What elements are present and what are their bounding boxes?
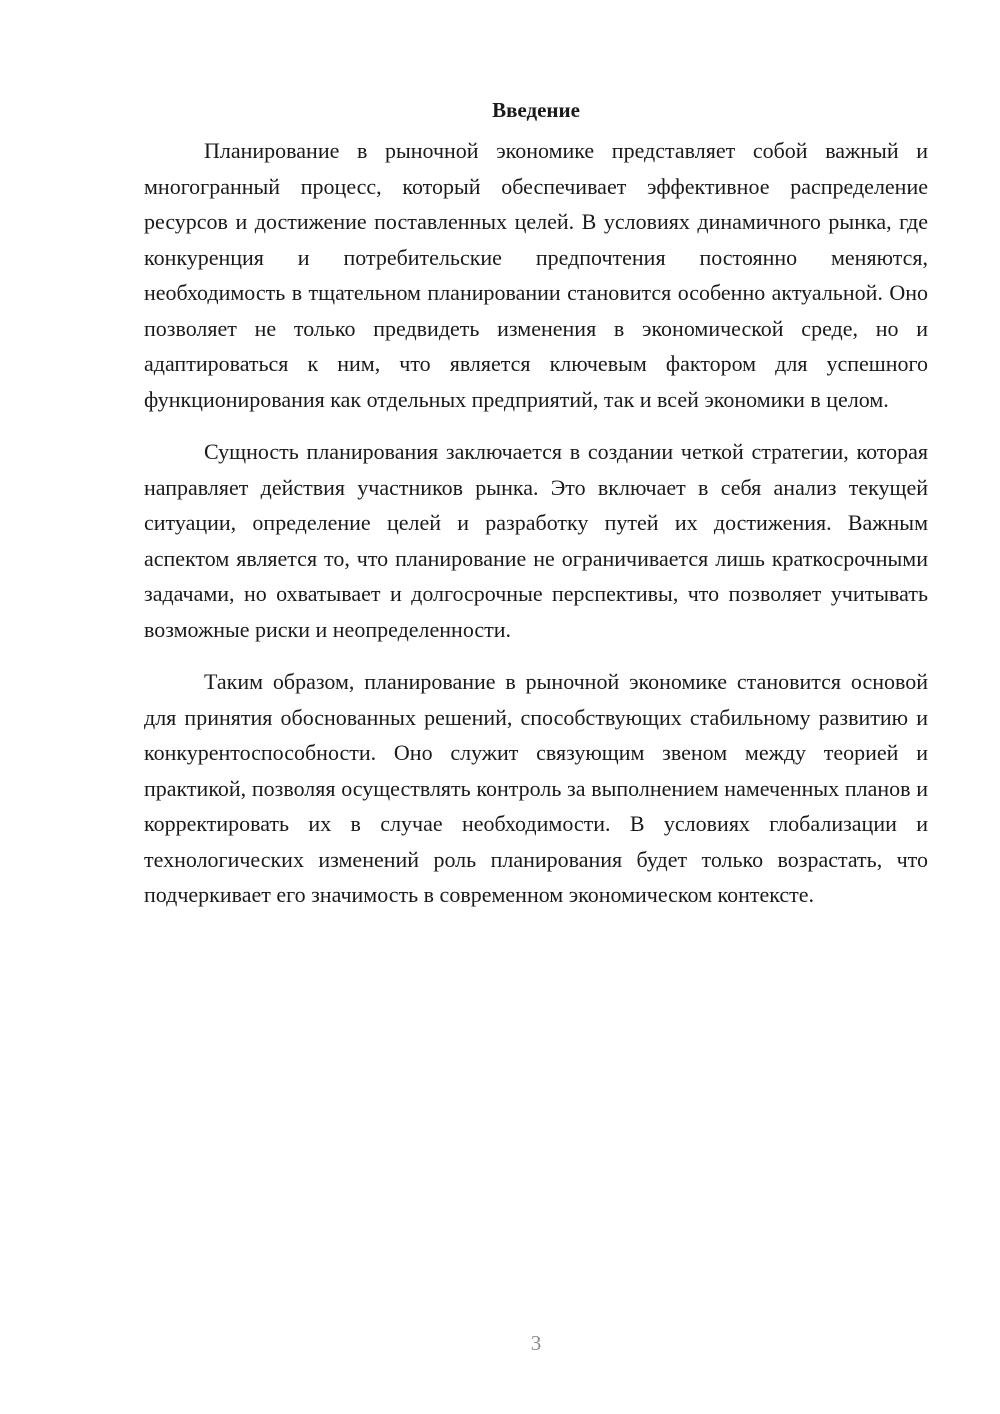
paragraph-2: Сущность планирования заключается в создании четкой стратегии, которая направляет действия участников рынка. Это включает в себя анализ текущей ситуации, определение целей и разработку путей их достижения. Важным аспектом является то, что планирование не ограничивается лишь краткосрочными задачами, но охватывает и долгосрочные перспективы, что позволяет учитывать возможные риски и неопределенности. bbox=[144, 439, 928, 642]
page-number: 3 bbox=[530, 1331, 542, 1355]
paragraph-1: Планирование в рыночной экономике представляет собой важный и многогранный процесс, который обеспечивает эффективное распределение ресурсов и достижение поставленных целей. В условиях динамичного рынка, где конкуренция и потребительские предпочтения постоянно меняются, необходимость в тщательном планировании становится особенно актуальной. Оно позволяет не только предвидеть изменения в экономической среде, но и адаптироваться к ним, что является ключевым фактором для успешного функционирования как отдельных предприятий, так и всей экономики в целом. bbox=[144, 138, 928, 412]
paragraph-3: Таким образом, планирование в рыночной экономике становится основой для принятия обоснованных решений, способствующих стабильному развитию и конкурентоспособности. Оно служит связующим звеном между теорией и практикой, позволяя осуществлять контроль за выполнением намеченных планов и корректировать их в случае необходимости. В условиях глобализации и технологических изменений роль планирования будет только возрастать, что подчеркивает его значимость в современном экономическом контексте. bbox=[144, 669, 928, 907]
section-title: Введение bbox=[492, 98, 580, 122]
page-body bbox=[144, 92, 928, 930]
